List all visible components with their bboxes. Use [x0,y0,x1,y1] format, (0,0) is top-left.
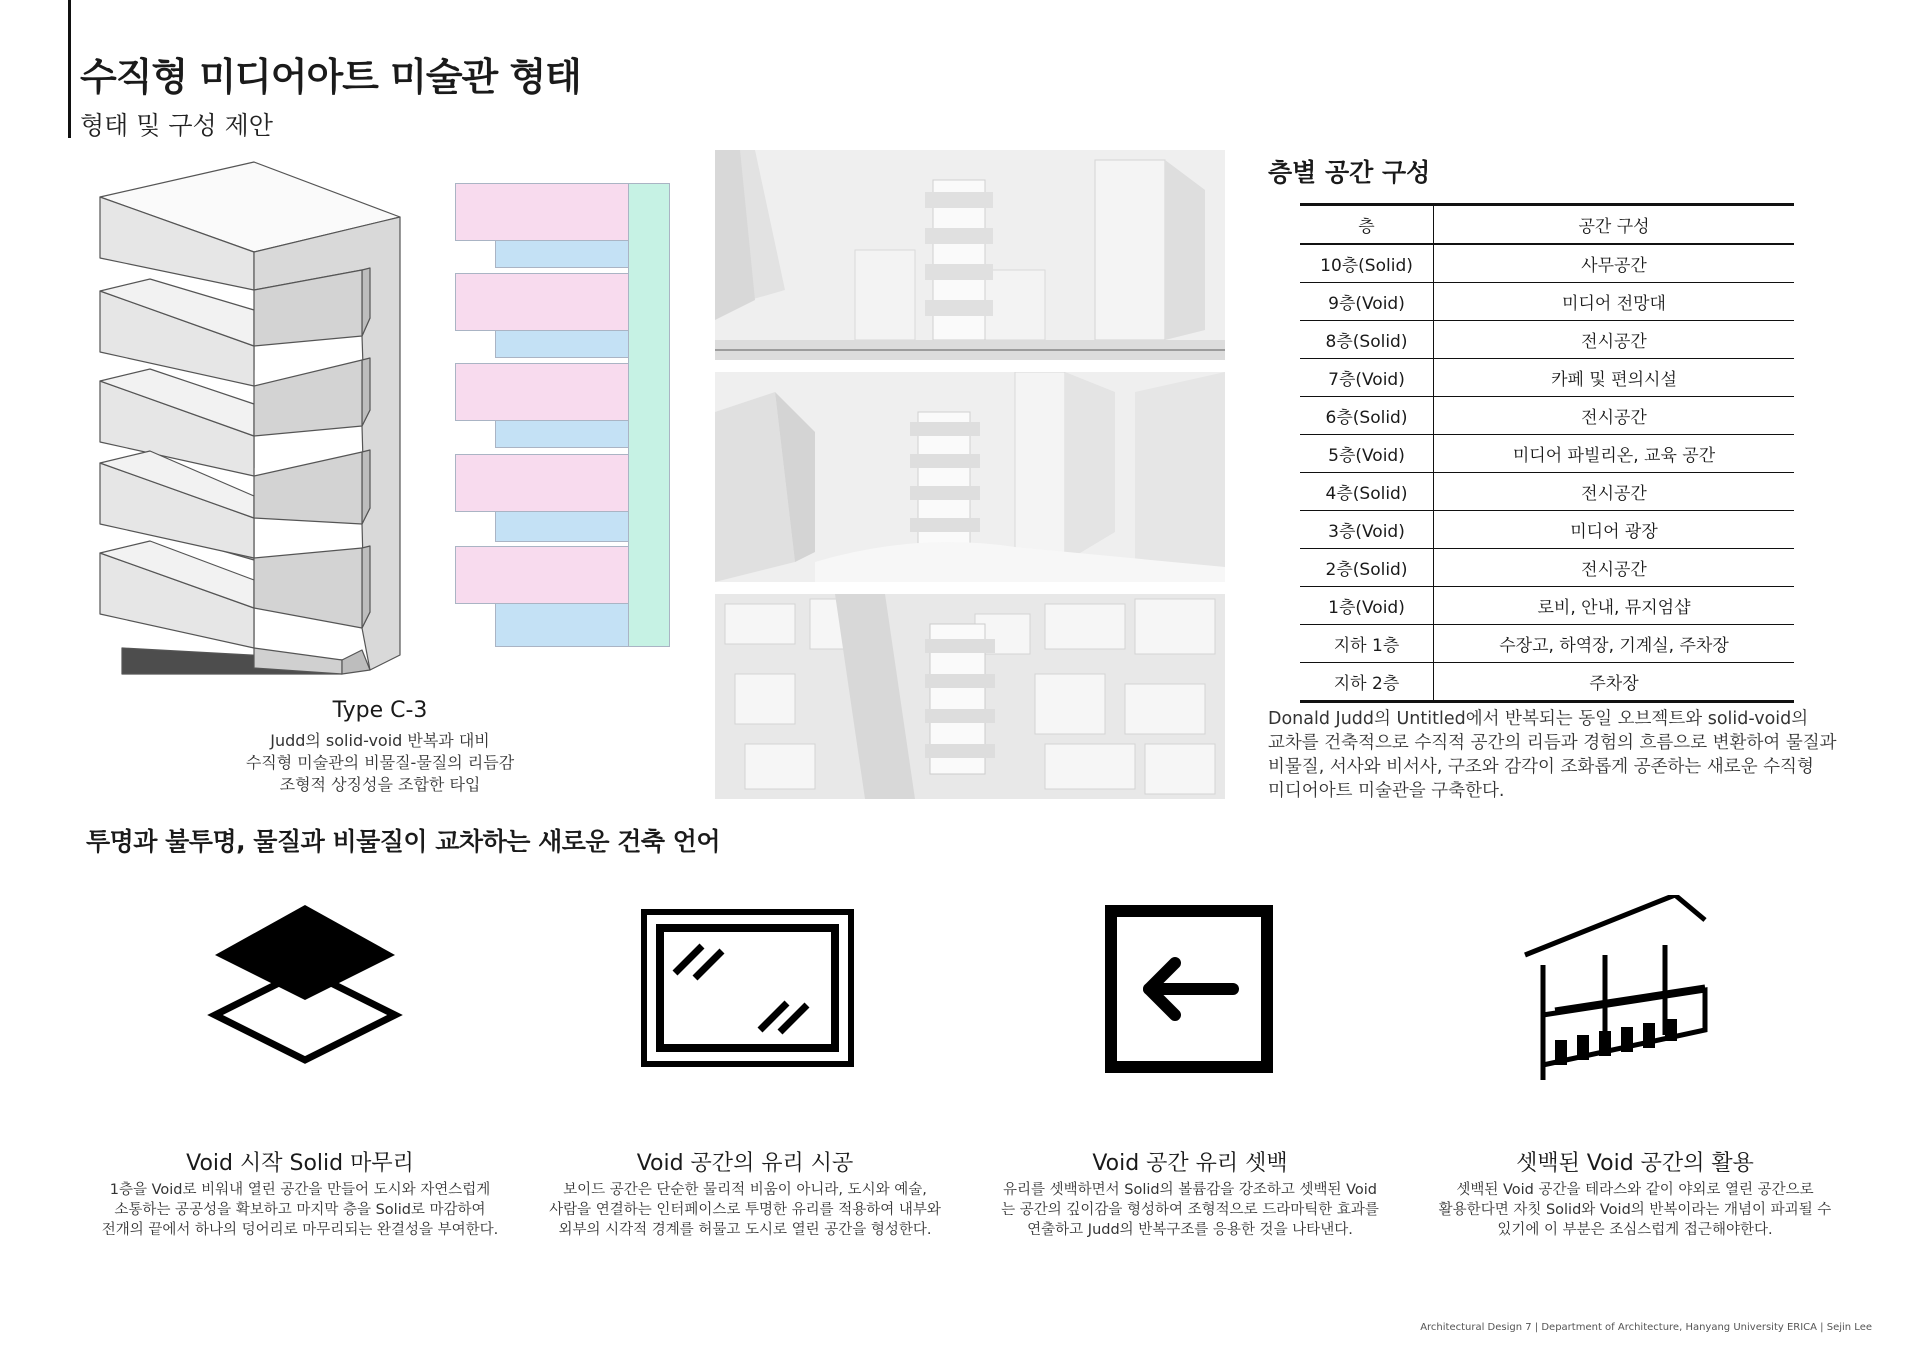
table-row [1300,435,1794,473]
description-line: 교차를 건축적으로 수직적 공간의 리듬과 경험의 흐름으로 변환하여 물질과 [1268,733,1837,753]
floor-cell: 2층(Solid) [1300,549,1434,587]
balcony-terrace-icon [1515,895,1725,1085]
card-description-line: 연출하고 Judd의 반복구조를 응용한 것을 나타낸다. [1027,1222,1353,1238]
card-description-line: 는 공간의 깊이감을 형성하여 조형적으로 드라마틱한 효과를 [1001,1202,1379,1218]
table-row [1300,587,1794,625]
space-cell: 로비, 안내, 뮤지엄샵 [1434,587,1795,625]
space-cell: 전시공간 [1434,321,1795,359]
solid-band [455,454,630,512]
space-cell: 전시공간 [1434,397,1795,435]
table-row [1300,473,1794,511]
space-cell: 수장고, 하역장, 기계실, 주차장 [1434,625,1795,663]
layers-icon [200,895,410,1065]
floor-cell: 1층(Void) [1300,587,1434,625]
floor-table-title: 층별 공간 구성 [1268,158,1431,187]
solid-band [455,363,630,421]
card-description-line: 사람을 연결하는 인터페이스로 투명한 유리를 적용하여 내부와 [549,1202,941,1218]
table-row [1300,397,1794,435]
space-cell: 미디어 전망대 [1434,283,1795,321]
card-description-line: 1층을 Void로 비워내 열린 공간을 만들어 도시와 자연스럽게 [109,1182,491,1198]
card-description [970,1180,1410,1240]
floor-cell: 3층(Void) [1300,511,1434,549]
space-cell: 주차장 [1434,663,1795,702]
floor-cell: 5층(Void) [1300,435,1434,473]
card-description-line: 활용한다면 자칫 Solid와 Void의 반복이라는 개념이 파괴될 수 [1438,1202,1832,1218]
street-view-render-2 [715,372,1225,582]
card-title-setback-use: 셋백된 Void 공간의 활용 [1516,1151,1754,1176]
table-header-row [1300,205,1794,245]
type-description-line: 조형적 상징성을 조합한 타입 [279,775,481,794]
description-line: 비물질, 서사와 비서사, 구조와 감각이 조화롭게 공존하는 새로운 수직형 [1268,757,1814,777]
glass-window-icon [640,908,855,1068]
aerial-view-render [715,594,1225,799]
type-description-line: 수직형 미술관의 비물질-물질의 리듬감 [245,753,515,772]
floor-cell: 10층(Solid) [1300,244,1434,283]
card-description-line: 보이드 공간은 단순한 물리적 비움이 아니라, 도시와 예술, [563,1182,927,1198]
description-line: Donald Judd의 Untitled에서 반복되는 동일 오브젝트와 solid-void의 [1268,709,1809,729]
setback-arrow-icon [1105,905,1273,1073]
solid-band [455,183,630,241]
space-cell: 사무공간 [1434,244,1795,283]
table-row [1300,359,1794,397]
table-row [1300,625,1794,663]
section-heading: 투명과 불투명, 물질과 비물질이 교차하는 새로운 건축 언어 [86,827,721,856]
table-row [1300,321,1794,359]
street-view-render-1 [715,150,1225,360]
type-description [190,730,570,796]
footer-credit: Architectural Design 7 | Department of Architecture, Hanyang University ERICA | Sejin Lee [1420,1322,1872,1333]
floor-cell: 6층(Solid) [1300,397,1434,435]
space-cell: 전시공간 [1434,473,1795,511]
column-header-floor: 층 [1300,205,1434,245]
floor-cell: 지하 1층 [1300,625,1434,663]
card-description-line: 전개의 끝에서 하나의 덩어리로 마무리되는 완결성을 부여한다. [101,1222,499,1238]
core-band [628,183,670,647]
header-accent-line [68,0,71,138]
card-description-line: 외부의 시각적 경계를 허물고 도시로 열린 공간을 형성한다. [558,1222,932,1238]
card-description-line: 있기에 이 부분은 조심스럽게 접근해야한다. [1497,1222,1773,1238]
page-title: 수직형 미디어아트 미술관 형태 [80,55,581,99]
card-description-line: 셋백된 Void 공간을 테라스와 같이 야외로 열린 공간으로 [1456,1182,1814,1198]
table-row [1300,663,1794,702]
floor-table-description [1268,707,1837,803]
column-header-space: 공간 구성 [1434,205,1795,245]
description-line: 미디어아트 미술관을 구축한다. [1268,781,1505,801]
floor-cell: 지하 2층 [1300,663,1434,702]
space-cell: 미디어 광장 [1434,511,1795,549]
floor-composition-table [1300,203,1794,703]
table-row [1300,283,1794,321]
floor-cell: 8층(Solid) [1300,321,1434,359]
type-title: Type C-3 [332,698,428,723]
solid-void-elevation-diagram [455,180,670,650]
table-row [1300,549,1794,587]
floor-cell: 4층(Solid) [1300,473,1434,511]
type-description-line: Judd의 solid-void 반복과 대비 [270,731,490,750]
solid-band [455,546,630,604]
card-description [80,1180,520,1240]
card-description-line: 유리를 셋백하면서 Solid의 볼륨감을 강조하고 셋백된 Void [1002,1182,1378,1198]
card-description [1415,1180,1855,1240]
card-title-void-start: Void 시작 Solid 마무리 [186,1151,414,1176]
floor-cell: 7층(Void) [1300,359,1434,397]
table-row [1300,244,1794,283]
floor-cell: 9층(Void) [1300,283,1434,321]
card-description-line: 소통하는 공공성을 확보하고 마지막 층을 Solid로 마감하여 [114,1202,486,1218]
card-description [525,1180,965,1240]
isometric-tower-model [90,150,410,680]
space-cell: 카페 및 편의시설 [1434,359,1795,397]
void-band [495,598,630,647]
card-title-glass: Void 공간의 유리 시공 [636,1151,854,1176]
space-cell: 전시공간 [1434,549,1795,587]
card-title-setback: Void 공간 유리 셋백 [1092,1151,1288,1176]
solid-band [455,273,630,331]
space-cell: 미디어 파빌리온, 교육 공간 [1434,435,1795,473]
page-subtitle: 형태 및 구성 제안 [80,111,273,140]
table-row [1300,511,1794,549]
